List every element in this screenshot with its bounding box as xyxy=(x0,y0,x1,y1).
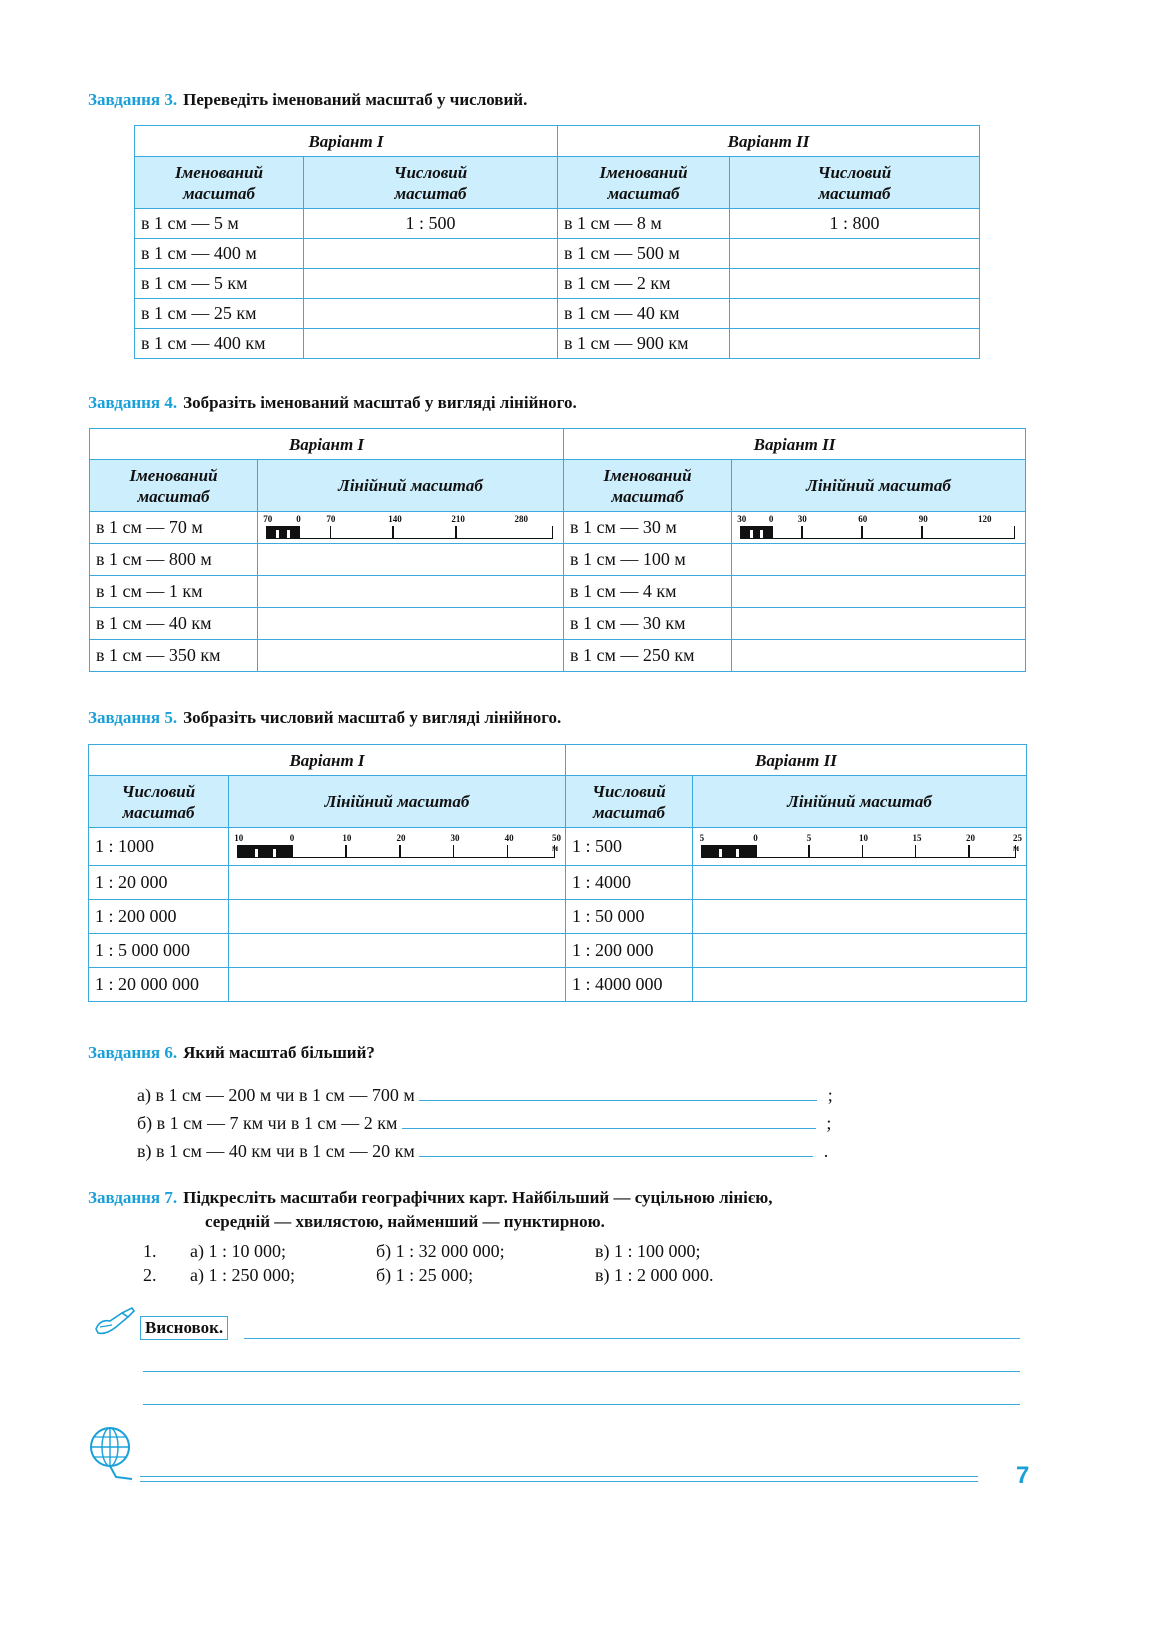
task4-table xyxy=(89,428,1026,672)
named-scale-cell: в 1 см — 250 км xyxy=(564,640,732,672)
table-row xyxy=(135,299,980,329)
scale-tick xyxy=(330,526,332,538)
task5-header-numeric: Числовий масштаб xyxy=(89,776,229,828)
table-row xyxy=(90,512,1026,544)
scale-tick xyxy=(507,845,509,857)
named-scale-cell: в 1 см — 900 км xyxy=(558,329,730,359)
scale-tick xyxy=(345,845,347,857)
numeric-answer-cell[interactable] xyxy=(730,239,980,269)
numeric-answer-cell[interactable] xyxy=(730,269,980,299)
table-row xyxy=(90,544,1026,576)
linear-scale-cell[interactable] xyxy=(732,576,1026,608)
linear-scale-cell[interactable] xyxy=(229,866,566,900)
scale-tick-label: 70 xyxy=(326,513,336,524)
linear-scale-cell[interactable] xyxy=(258,576,564,608)
linear-scale-cell[interactable] xyxy=(229,968,566,1002)
scale-tick-label: 20 xyxy=(966,832,976,843)
named-scale-cell: в 1 см — 8 м xyxy=(558,209,730,239)
task3-text: Переведіть іменований масштаб у числовий. xyxy=(183,90,528,109)
task5-header-linear-2: Лінійний масштаб xyxy=(693,776,1027,828)
scale-segment-gap xyxy=(273,849,276,857)
table-row xyxy=(89,828,1027,866)
task5-header-linear: Лінійний масштаб xyxy=(229,776,566,828)
scale-tick-label: 30 xyxy=(450,832,460,843)
scale-segment-gap xyxy=(719,849,722,857)
table-row xyxy=(89,900,1027,934)
conclusion-label-text: Висновок. xyxy=(145,1318,224,1337)
scale-tick-label: 30 xyxy=(797,513,807,524)
conclusion-label xyxy=(140,1316,228,1340)
task7-text-2: середній — хвилястою, найменший — пунктирною. xyxy=(205,1212,605,1231)
scale-tick-label: 25 м xyxy=(1013,832,1022,853)
task3-header-named: Іменований масштаб xyxy=(135,157,304,209)
numeric-answer-cell[interactable] xyxy=(304,269,558,299)
scale-tick-label: 50 м xyxy=(552,832,561,853)
scale-segment-gap xyxy=(255,849,258,857)
linear-scale-cell[interactable] xyxy=(258,608,564,640)
named-scale-cell: в 1 см — 25 км xyxy=(135,299,304,329)
task4-header-linear: Лінійний масштаб xyxy=(258,460,564,512)
punctuation: ; xyxy=(826,1113,832,1133)
scale-bar xyxy=(237,845,555,858)
scale-tick-label: 60 xyxy=(858,513,868,524)
scale-segment-gap xyxy=(760,530,763,538)
scale-tick-label: 40 xyxy=(504,832,514,843)
footer-rule xyxy=(140,1481,978,1482)
linear-scale-cell[interactable] xyxy=(732,544,1026,576)
scale-tick-label: 280 xyxy=(514,513,528,524)
numeric-answer-cell[interactable] xyxy=(304,329,558,359)
answer-line[interactable] xyxy=(419,1156,813,1157)
task3-variant1: Варіант I xyxy=(135,126,558,157)
linear-scale-example xyxy=(732,513,1025,543)
task7-text-1: Підкресліть масштаби географічних карт. Найбільший — суцільною лінією, xyxy=(183,1188,773,1207)
numeric-scale-cell: 1 : 500 xyxy=(566,828,693,866)
task4-label: Завдання 4. xyxy=(88,393,178,412)
named-scale-cell: в 1 см — 100 м xyxy=(564,544,732,576)
scale-tick-label: 70 xyxy=(263,513,273,524)
numeric-scale-cell: 1 : 4000 000 xyxy=(566,968,693,1002)
scale-option[interactable]: в) 1 : 100 000; xyxy=(595,1241,701,1261)
task6-item-c xyxy=(137,1141,828,1162)
linear-scale-cell[interactable] xyxy=(732,640,1026,672)
scale-tick-label: 15 xyxy=(912,832,922,843)
task3-variant2: Варіант II xyxy=(558,126,980,157)
named-scale-cell: в 1 см — 4 км xyxy=(564,576,732,608)
task4-header-named: Іменований масштаб xyxy=(90,460,258,512)
scale-tick xyxy=(808,845,810,857)
footer-rule xyxy=(140,1476,978,1477)
task6-text: Який масштаб більший? xyxy=(183,1043,375,1062)
scale-tick xyxy=(455,526,457,538)
named-scale-cell: в 1 см — 1 км xyxy=(90,576,258,608)
scale-tick-label: 0 xyxy=(768,513,774,524)
linear-scale-example xyxy=(693,832,1026,862)
named-scale-cell: в 1 см — 350 км xyxy=(90,640,258,672)
linear-scale-cell[interactable] xyxy=(258,640,564,672)
punctuation: ; xyxy=(827,1085,833,1105)
scale-segment-gap xyxy=(276,530,279,538)
task6-heading xyxy=(88,1043,375,1063)
conclusion-answer-line[interactable] xyxy=(143,1371,1020,1372)
pencil-hand-icon xyxy=(92,1307,136,1337)
scale-tick-label: 210 xyxy=(451,513,465,524)
numeric-scale-cell: 1 : 20 000 xyxy=(89,866,229,900)
page-number: 7 xyxy=(1016,1462,1030,1489)
scale-segment-gap xyxy=(736,849,739,857)
named-scale-cell: в 1 см — 30 м xyxy=(564,512,732,544)
named-scale-cell: в 1 см — 500 м xyxy=(558,239,730,269)
scale-bar xyxy=(266,526,553,539)
scale-option[interactable]: в) 1 : 2 000 000. xyxy=(595,1265,714,1285)
linear-scale-cell[interactable] xyxy=(229,828,566,866)
item-number: 1. xyxy=(143,1241,157,1261)
scale-tick xyxy=(968,845,970,857)
table-row xyxy=(135,239,980,269)
task3-header-named-2: Іменований масштаб xyxy=(558,157,730,209)
table-row xyxy=(90,640,1026,672)
numeric-scale-cell: 1 : 50 000 xyxy=(566,900,693,934)
scale-bar xyxy=(740,526,1015,539)
linear-scale-cell[interactable] xyxy=(693,866,1027,900)
scale-tick-label: 0 xyxy=(296,513,301,524)
scale-segment-gap xyxy=(750,530,753,538)
scale-segment xyxy=(737,845,756,857)
numeric-scale-cell: 1 : 20 000 000 xyxy=(89,968,229,1002)
task3-heading xyxy=(88,90,527,110)
scale-tick xyxy=(399,845,401,857)
task4-text: Зобразіть іменований масштаб у вигляді лінійного. xyxy=(183,393,577,412)
scale-tick-label: 30 xyxy=(737,513,747,524)
task6-label: Завдання 6. xyxy=(88,1043,178,1062)
linear-scale-cell[interactable] xyxy=(229,900,566,934)
scale-tick-label: 120 xyxy=(977,513,992,524)
scale-tick xyxy=(801,526,803,538)
item-number: 2. xyxy=(143,1265,157,1285)
linear-scale-example xyxy=(258,513,563,543)
linear-scale-cell[interactable] xyxy=(229,934,566,968)
scale-segment xyxy=(256,845,274,857)
table-row xyxy=(135,209,980,239)
scale-tick xyxy=(915,845,917,857)
linear-scale-cell[interactable] xyxy=(732,512,1026,544)
task5-heading xyxy=(88,708,561,728)
linear-scale-cell[interactable] xyxy=(732,608,1026,640)
named-scale-cell: в 1 см — 70 м xyxy=(90,512,258,544)
scale-option[interactable]: б) 1 : 25 000; xyxy=(376,1265,474,1285)
numeric-scale-cell: 1 : 4000 xyxy=(566,866,693,900)
task3-table xyxy=(134,125,980,359)
scale-tick xyxy=(921,526,923,538)
named-scale-cell: в 1 см — 400 м xyxy=(135,239,304,269)
table-row xyxy=(135,269,980,299)
scale-tick-label: 10 xyxy=(342,832,352,843)
scale-bar xyxy=(701,845,1016,858)
conclusion-answer-line[interactable] xyxy=(143,1404,1020,1405)
numeric-answer-cell[interactable] xyxy=(730,299,980,329)
scale-segment xyxy=(274,845,293,857)
scale-option[interactable]: б) 1 : 32 000 000; xyxy=(376,1241,505,1261)
scale-tick-label: 0 xyxy=(753,832,758,843)
answer-line[interactable] xyxy=(402,1128,816,1129)
numeric-answer-cell[interactable] xyxy=(304,299,558,329)
task6-item-b xyxy=(137,1113,831,1134)
scale-tick-label: 90 xyxy=(918,513,928,524)
named-scale-cell: в 1 см — 800 м xyxy=(90,544,258,576)
scale-tick xyxy=(861,526,863,538)
numeric-scale-cell: 1 : 1000 xyxy=(89,828,229,866)
task4-variant2: Варіант II xyxy=(564,429,1026,460)
punctuation: . xyxy=(823,1141,829,1161)
scale-tick-labels xyxy=(258,514,563,524)
linear-scale-example xyxy=(229,832,565,862)
task5-table xyxy=(88,744,1027,1002)
scale-tick-labels xyxy=(229,832,565,853)
task7-heading xyxy=(88,1188,772,1208)
task6-item-a xyxy=(137,1085,833,1106)
linear-scale-cell[interactable] xyxy=(693,968,1027,1002)
scale-tick-labels xyxy=(732,514,1025,524)
task5-variant2: Варіант II xyxy=(566,745,1027,776)
question-text: а) в 1 см — 200 м чи в 1 см — 700 м xyxy=(137,1085,415,1105)
scale-tick-label: 140 xyxy=(388,513,402,524)
scale-tick-label: 5 xyxy=(699,832,705,843)
task3-header-numeric-2: Числовий масштаб xyxy=(730,157,980,209)
numeric-answer-cell[interactable] xyxy=(730,329,980,359)
named-scale-cell: в 1 см — 40 км xyxy=(90,608,258,640)
linear-scale-cell[interactable] xyxy=(693,934,1027,968)
task4-header-named-2: Іменований масштаб xyxy=(564,460,732,512)
task3-header-numeric: Числовий масштаб xyxy=(304,157,558,209)
named-scale-cell: в 1 см — 30 км xyxy=(564,608,732,640)
scale-segment xyxy=(720,845,738,857)
task5-header-numeric-2: Числовий масштаб xyxy=(566,776,693,828)
globe-icon xyxy=(88,1425,136,1485)
task4-header-linear-2: Лінійний масштаб xyxy=(732,460,1026,512)
linear-scale-cell[interactable] xyxy=(693,900,1027,934)
table-row xyxy=(89,934,1027,968)
task5-variant1: Варіант I xyxy=(89,745,566,776)
scale-tick-label: 20 xyxy=(396,832,406,843)
scale-tick-label: 5 xyxy=(806,832,812,843)
named-scale-cell: в 1 см — 5 км xyxy=(135,269,304,299)
task7-label: Завдання 7. xyxy=(88,1188,178,1207)
linear-scale-cell[interactable] xyxy=(693,828,1027,866)
task5-text: Зобразіть числовий масштаб у вигляді лінійного. xyxy=(183,708,562,727)
conclusion-answer-line[interactable] xyxy=(244,1338,1020,1339)
numeric-scale-cell: 1 : 200 000 xyxy=(89,900,229,934)
numeric-scale-cell: 1 : 5 000 000 xyxy=(89,934,229,968)
named-scale-cell: в 1 см — 40 км xyxy=(558,299,730,329)
named-scale-cell: в 1 см — 5 м xyxy=(135,209,304,239)
scale-tick xyxy=(453,845,455,857)
scale-tick-labels xyxy=(693,832,1026,853)
linear-scale-cell[interactable] xyxy=(258,512,564,544)
task5-label: Завдання 5. xyxy=(88,708,178,727)
numeric-answer-cell[interactable]: 1 : 800 xyxy=(730,209,980,239)
table-row xyxy=(89,866,1027,900)
table-row xyxy=(90,576,1026,608)
table-row xyxy=(90,608,1026,640)
question-text: в) в 1 см — 40 км чи в 1 см — 20 км xyxy=(137,1141,415,1161)
numeric-scale-cell: 1 : 200 000 xyxy=(566,934,693,968)
scale-tick xyxy=(862,845,864,857)
named-scale-cell: в 1 см — 2 км xyxy=(558,269,730,299)
scale-tick-label: 10 xyxy=(858,832,868,843)
task3-label: Завдання 3. xyxy=(88,90,178,109)
answer-line[interactable] xyxy=(419,1100,817,1101)
numeric-answer-cell[interactable] xyxy=(304,239,558,269)
scale-tick xyxy=(392,526,394,538)
linear-scale-cell[interactable] xyxy=(258,544,564,576)
scale-option[interactable]: а) 1 : 10 000; xyxy=(190,1241,286,1261)
table-row xyxy=(89,968,1027,1002)
question-text: б) в 1 см — 7 км чи в 1 см — 2 км xyxy=(137,1113,398,1133)
scale-tick-label: 0 xyxy=(289,832,295,843)
scale-segment-gap xyxy=(287,530,290,538)
numeric-answer-cell[interactable]: 1 : 500 xyxy=(304,209,558,239)
table-row xyxy=(135,329,980,359)
task4-variant1: Варіант I xyxy=(90,429,564,460)
named-scale-cell: в 1 см — 400 км xyxy=(135,329,304,359)
scale-tick-label: 10 xyxy=(234,832,244,843)
scale-option[interactable]: а) 1 : 250 000; xyxy=(190,1265,295,1285)
task4-heading xyxy=(88,393,577,413)
